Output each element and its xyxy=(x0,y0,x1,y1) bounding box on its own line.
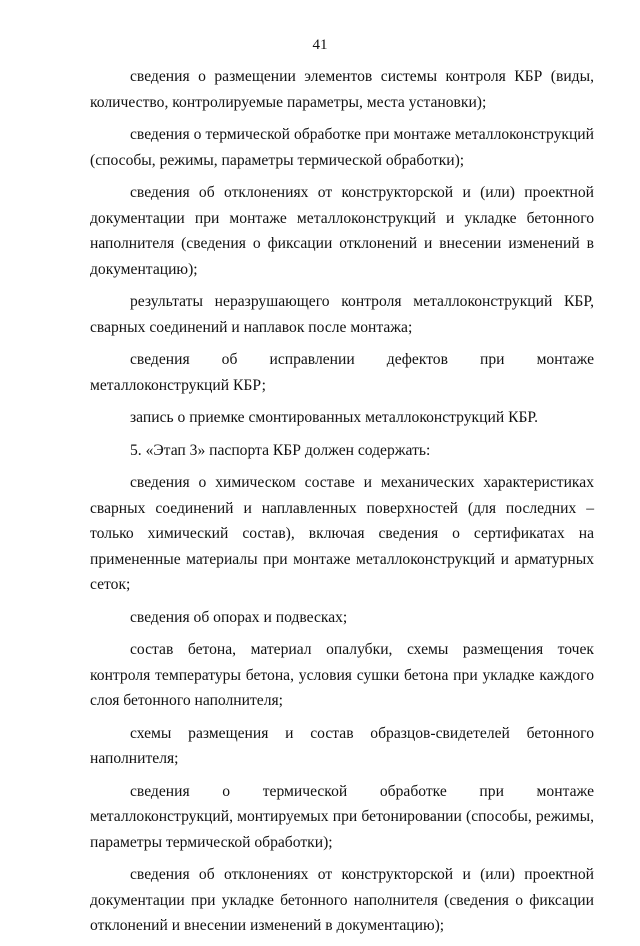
paragraph: схемы размещения и состав образцов-свидетелей бетонного наполнителя; xyxy=(90,724,594,767)
page-body xyxy=(90,64,594,946)
paragraph: сведения об опорах и подвесках; xyxy=(130,608,348,626)
paragraph: результаты неразрушающего контроля металлоконструкций КБР, сварных соединений и наплавок после монтажа; xyxy=(90,293,594,336)
paragraph: сведения о термической обработке при монтаже металлоконструкций (способы, режимы, параметры термической обработки); xyxy=(90,126,594,169)
page-number: 41 xyxy=(312,37,328,53)
paragraph: запись о приемке смонтированных металлоконструкций КБР. xyxy=(130,409,539,426)
paragraph: сведения об исправлении дефектов при монтаже металлоконструкций КБР; xyxy=(90,351,594,394)
paragraph: состав бетона, материал опалубки, схемы размещения точек контроля температуры бетона, условия сушки бетона при укладке каждого слоя бетонного наполнителя; xyxy=(90,641,594,709)
paragraph: сведения об отклонениях от конструкторской и (или) проектной документации при укладке бетонного наполнителя (сведения о фиксации отклонений и внесении изменений в документацию); xyxy=(90,866,594,934)
paragraph: сведения о термической обработке при монтаже металлоконструкций, монтируемых при бетонировании (способы, режимы, параметры термической обработки); xyxy=(90,782,594,851)
paragraph: сведения о химическом составе и механических характеристиках сварных соединений и наплавленных поверхностей (для последних – только химический состав), включая сведения о сертификатах на примененные материалы при монтаже металлоконструкций и арматурных сеток; xyxy=(90,474,594,593)
section-heading: 5. «Этап 3» паспорта КБР должен содержать: xyxy=(130,441,431,459)
paragraph: сведения об отклонениях от конструкторской и (или) проектной документации при монтаже металлоконструкций и укладке бетонного наполнителя (сведения о фиксации отклонений и внесении изменений в документацию); xyxy=(90,184,594,278)
paragraph: сведения о размещении элементов системы контроля КБР (виды, количество, контролируемые параметры, места установки); xyxy=(90,68,594,111)
